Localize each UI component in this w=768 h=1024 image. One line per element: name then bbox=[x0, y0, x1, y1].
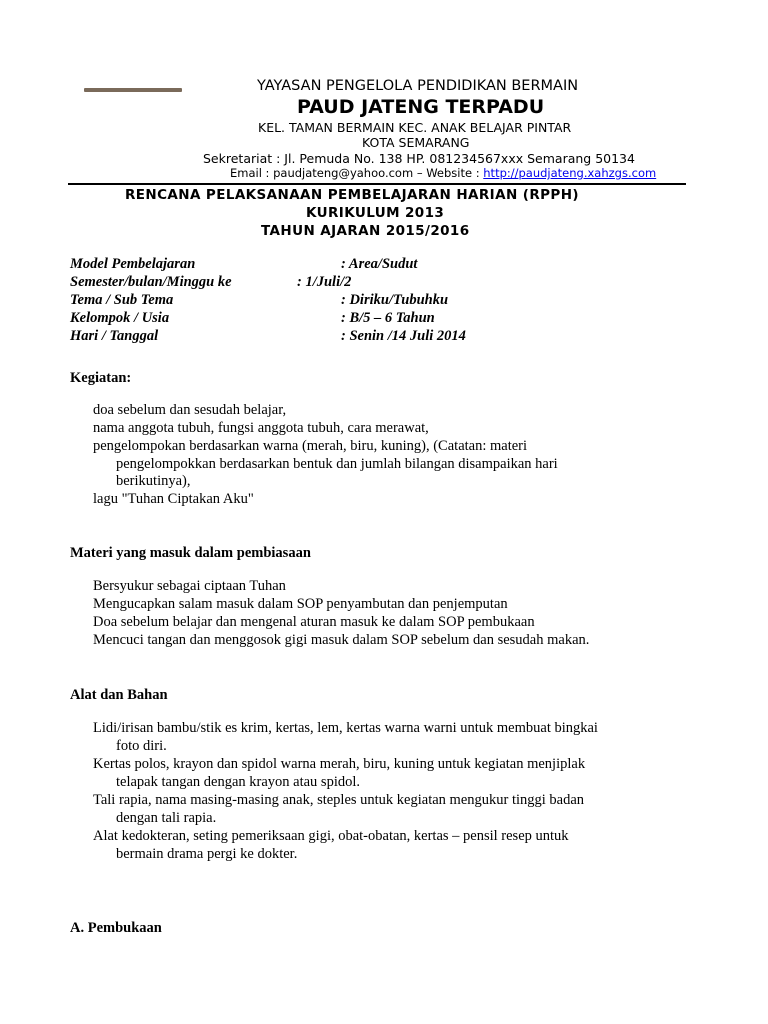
identity-label-tema: Tema / Sub Tema bbox=[70, 292, 174, 308]
identity-label-model: Model Pembelajaran bbox=[70, 256, 196, 272]
alat-line: bermain drama pergi ke dokter. bbox=[116, 846, 298, 862]
pembiasaan-line: Mengucapkan salam masuk dalam SOP penyambutan dan penjemputan bbox=[93, 596, 508, 612]
alat-line: dengan tali rapia. bbox=[116, 810, 217, 826]
identity-label-hari: Hari / Tanggal bbox=[70, 328, 159, 344]
alat-line: Alat kedokteran, seting pemeriksaan gigi, obat-obatan, kertas – pensil resep untuk bbox=[93, 828, 569, 844]
alat-line: foto diri. bbox=[116, 738, 167, 754]
alat-line: Kertas polos, krayon dan spidol warna merah, biru, kuning untuk kegiatan menjiplak bbox=[93, 756, 586, 772]
org-name: YAYASAN PENGELOLA PENDIDIKAN BERMAIN bbox=[257, 78, 579, 94]
kegiatan-line: berikutinya), bbox=[116, 473, 191, 489]
doc-title: RENCANA PELAKSANAAN PEMBELAJARAN HARIAN (RPPH) bbox=[125, 187, 579, 203]
kegiatan-line: pengelompokkan berdasarkan bentuk dan jumlah bilangan disampaikan hari bbox=[116, 456, 558, 472]
logo-mark bbox=[84, 88, 182, 92]
identity-label-semester: Semester/bulan/Minggu ke bbox=[70, 274, 232, 290]
academic-year-title: TAHUN AJARAN 2015/2016 bbox=[261, 223, 470, 239]
pembiasaan-line: Mencuci tangan dan menggosok gigi masuk dalam SOP sebelum dan sesudah makan. bbox=[93, 632, 590, 648]
kegiatan-heading: Kegiatan: bbox=[70, 370, 132, 386]
kegiatan-line: lagu "Tuhan Ciptakan Aku" bbox=[93, 491, 254, 507]
identity-value-semester: : 1/Juli/2 bbox=[297, 274, 352, 290]
secretariat-line: Sekretariat : Jl. Pemuda No. 138 HP. 081234567xxx Semarang 50134 bbox=[203, 151, 635, 166]
school-name: PAUD JATENG TERPADU bbox=[297, 96, 545, 118]
pembiasaan-line: Bersyukur sebagai ciptaan Tuhan bbox=[93, 578, 286, 594]
city-line: KOTA SEMARANG bbox=[362, 135, 470, 150]
email-text: Email : paudjateng@yahoo.com – Website : bbox=[230, 166, 484, 180]
pembiasaan-heading: Materi yang masuk dalam pembiasaan bbox=[70, 545, 311, 561]
identity-value-model: : Area/Sudut bbox=[341, 256, 418, 272]
alat-line: Lidi/irisan bambu/stik es krim, kertas, lem, kertas warna warni untuk membuat bingkai bbox=[93, 720, 598, 736]
identity-value-hari: : Senin /14 Juli 2014 bbox=[341, 328, 466, 344]
alat-line: Tali rapia, nama masing-masing anak, steples untuk kegiatan mengukur tinggi badan bbox=[93, 792, 585, 808]
kegiatan-line: nama anggota tubuh, fungsi anggota tubuh, cara merawat, bbox=[93, 420, 429, 436]
kegiatan-line: doa sebelum dan sesudah belajar, bbox=[93, 402, 287, 418]
pembukaan-heading: A. Pembukaan bbox=[70, 920, 162, 936]
address-line: KEL. TAMAN BERMAIN KEC. ANAK BELAJAR PINTAR bbox=[258, 120, 572, 135]
alat-heading: Alat dan Bahan bbox=[70, 687, 168, 703]
header-divider bbox=[68, 183, 686, 185]
contact-line bbox=[230, 166, 656, 180]
pembiasaan-line: Doa sebelum belajar dan mengenal aturan masuk ke dalam SOP pembukaan bbox=[93, 614, 535, 630]
alat-line: telapak tangan dengan krayon atau spidol. bbox=[116, 774, 361, 790]
identity-value-tema: : Diriku/Tubuhku bbox=[341, 292, 449, 308]
identity-value-kelompok: : B/5 – 6 Tahun bbox=[341, 310, 435, 326]
website-link[interactable]: http://paudjateng.xahzgs.com bbox=[483, 166, 657, 180]
kegiatan-line: pengelompokan berdasarkan warna (merah, biru, kuning), (Catatan: materi bbox=[93, 438, 528, 454]
identity-label-kelompok: Kelompok / Usia bbox=[70, 310, 170, 326]
curriculum-title: KURIKULUM 2013 bbox=[306, 205, 445, 221]
